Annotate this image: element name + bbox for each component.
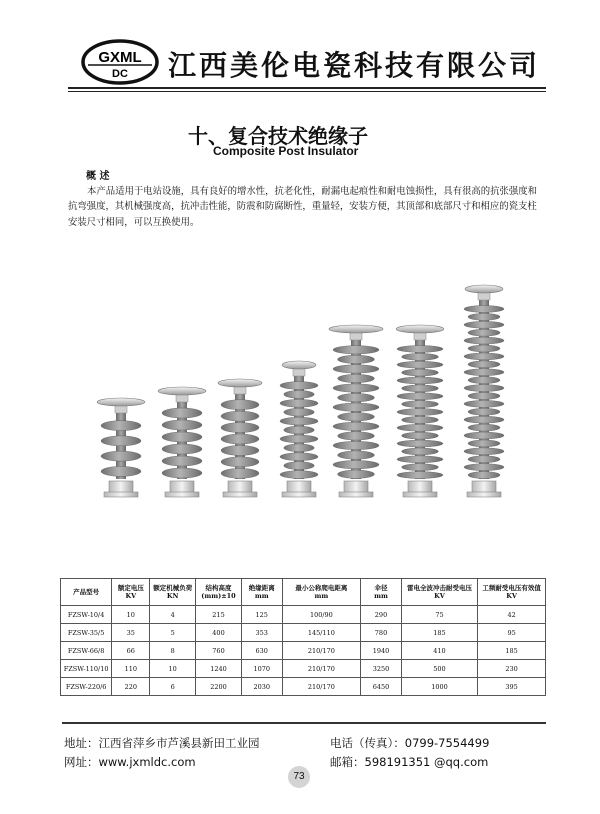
insulator-shed	[221, 468, 259, 478]
insulator-shed	[397, 424, 443, 431]
header-text: KV	[125, 592, 137, 600]
insulator-shed	[464, 416, 504, 423]
insulator-cap	[158, 387, 206, 395]
insulator-shed	[338, 413, 375, 421]
insulator-shed	[101, 451, 141, 461]
insulator-cap	[396, 325, 444, 333]
insulator-shed	[338, 451, 375, 459]
insulator-shed	[162, 432, 202, 442]
insulator-shed	[162, 444, 202, 454]
insulator-shed	[397, 456, 443, 463]
model-cell: FZSW-35/5	[61, 624, 112, 642]
insulator-shed	[284, 426, 314, 434]
insulator-shed	[468, 313, 500, 320]
table-cell: 110	[112, 660, 150, 678]
section-title-en: Composite Post Insulator	[213, 144, 359, 158]
table-row	[61, 660, 546, 678]
header-text: 产品型号	[73, 588, 100, 596]
insulator-base	[228, 481, 252, 493]
table-cell: 75	[401, 606, 477, 624]
insulator-shed	[468, 393, 500, 400]
table-cell: 66	[112, 642, 150, 660]
table-cell: 42	[478, 606, 546, 624]
page-number: 73	[288, 766, 310, 788]
table-cell: 5	[150, 624, 196, 642]
table-cell: 4	[150, 606, 196, 624]
logo-top-text: GXML	[98, 49, 142, 66]
insulator-shed	[280, 417, 318, 425]
insulator-shed	[333, 365, 379, 373]
insulator-base-flange	[467, 492, 501, 497]
table-cell: 500	[401, 660, 477, 678]
table-cell: 100/90	[282, 606, 361, 624]
insulator-cap	[97, 398, 145, 406]
insulator-shed	[280, 382, 318, 390]
header-text: 雷电全波冲击耐受电压	[407, 584, 472, 592]
table-cell: 630	[241, 642, 282, 660]
header-text: KV	[434, 592, 445, 600]
insulator-shed	[468, 456, 500, 463]
footer-phone: 电话（传真）：0799-7554499	[330, 736, 490, 750]
insulator-shed	[284, 462, 314, 470]
header-divider-thin	[68, 91, 546, 92]
header-divider	[68, 87, 546, 89]
table-cell: 2200	[196, 678, 242, 696]
insulator-base	[109, 481, 133, 493]
insulator-shed	[280, 435, 318, 443]
header-text: mm	[254, 592, 269, 600]
insulator-shed	[464, 369, 504, 376]
table-header-cell	[112, 579, 150, 606]
insulator-cap	[282, 361, 316, 369]
table-header-cell	[361, 579, 402, 606]
insulator-shed	[402, 416, 439, 423]
footer-email[interactable]: 邮箱：598191351 @qq.com	[330, 755, 489, 769]
insulator-shed	[468, 361, 500, 368]
insulator-cap	[329, 325, 383, 333]
insulator-shed	[397, 440, 443, 447]
insulator-shed	[162, 456, 202, 466]
header-text: KN	[166, 592, 179, 600]
insulator-base-flange	[403, 492, 437, 497]
insulator-shed	[397, 409, 443, 416]
insulator-shed	[162, 420, 202, 430]
insulator-shed	[468, 440, 500, 447]
table-cell: 35	[112, 624, 150, 642]
table-cell: 6	[150, 678, 196, 696]
table-cell: 410	[401, 642, 477, 660]
insulator-shed	[468, 329, 500, 336]
table-cell: 395	[478, 678, 546, 696]
header-text: 额定机械负荷	[153, 584, 193, 592]
insulator-shed	[284, 390, 314, 398]
header-text: KV	[506, 592, 517, 600]
footer-address: 地址：江西省萍乡市芦溪县新田工业园	[64, 736, 260, 750]
table-cell: 185	[478, 642, 546, 660]
table-header-cell	[282, 579, 361, 606]
insulator-cap	[218, 379, 262, 387]
insulator-shed	[284, 408, 314, 416]
header-text: mm	[374, 592, 388, 600]
table-header-cell	[241, 579, 282, 606]
insulator-product-image	[86, 275, 516, 505]
table-cell: 10	[150, 660, 196, 678]
insulator-shed	[464, 400, 504, 407]
table-cell: 1940	[361, 642, 402, 660]
insulator-shed	[468, 408, 500, 415]
insulator-shed	[221, 411, 259, 421]
insulator-shed	[333, 460, 379, 468]
insulator-shed	[333, 403, 379, 411]
header-text: mm	[314, 592, 329, 600]
header-text: 额定电压	[117, 584, 144, 592]
insulator-shed	[221, 445, 259, 455]
table-cell: 210/170	[282, 660, 361, 678]
insulator-shed	[464, 464, 504, 471]
table-cell: 1070	[241, 660, 282, 678]
insulator-base	[344, 481, 368, 493]
insulator-shed	[338, 432, 375, 440]
table-cell: 185	[401, 624, 477, 642]
company-logo	[80, 38, 160, 88]
insulator-base	[472, 481, 496, 493]
table-row	[61, 624, 546, 642]
insulator-shed	[333, 384, 379, 392]
table-cell: 210/170	[282, 678, 361, 696]
insulator-shed	[338, 470, 375, 478]
model-cell: FZSW-66/8	[61, 642, 112, 660]
footer-website[interactable]: 网址：www.jxmldc.com	[64, 755, 196, 769]
insulator-shed	[464, 306, 504, 313]
insulator-shed	[402, 432, 439, 439]
insulator-shed	[280, 453, 318, 461]
table-cell: 3250	[361, 660, 402, 678]
table-cell: 215	[196, 606, 242, 624]
insulator-shed	[280, 399, 318, 407]
insulator-shed	[402, 369, 439, 376]
insulator-shed	[402, 464, 439, 471]
table-cell: 125	[241, 606, 282, 624]
table-row	[61, 606, 546, 624]
insulator-base	[170, 481, 194, 493]
header-text: (mm)±10	[201, 592, 236, 600]
model-cell: FZSW-10/4	[61, 606, 112, 624]
section-title-zh: 十、复合技术绝缘子	[188, 124, 368, 148]
model-cell: FZSW-220/6	[61, 678, 112, 696]
insulator-shed	[101, 466, 141, 476]
overview-paragraph: 本产品适用于电站设施，具有良好的增水性，抗老化性，耐漏电起痕性和耐电蚀损性，具有很高的抗张强度和抗弯强度，其机械强度高，抗冲击性能，防震和防腐断性，重量轻，安装方便，其顶部和底部尺寸和相应的瓷支柱安装尺寸相同，可以互换使用。	[68, 186, 538, 228]
insulator-shed	[402, 448, 439, 455]
table-cell: 6450	[361, 678, 402, 696]
insulator-shed	[402, 401, 439, 408]
table-row	[61, 678, 546, 696]
overview-heading: 概 述	[86, 171, 110, 182]
header-text: 最小公称爬电距离	[295, 584, 348, 592]
table-header-row	[61, 579, 546, 606]
insulator-shed	[221, 434, 259, 444]
header-text: 工频耐受电压有效值	[482, 584, 541, 592]
table-cell: 2030	[241, 678, 282, 696]
insulator-shed	[338, 374, 375, 382]
insulator-shed	[101, 421, 141, 431]
table-cell: 230	[478, 660, 546, 678]
insulator-shed	[338, 393, 375, 401]
insulator-shed	[101, 436, 141, 446]
spec-table	[60, 578, 546, 696]
insulator-base-flange	[104, 492, 138, 497]
insulator-shed	[333, 422, 379, 430]
table-cell: 95	[478, 624, 546, 642]
header-text: 结构高度	[205, 584, 232, 592]
insulator-base-flange	[339, 492, 373, 497]
insulator-shed	[464, 353, 504, 360]
insulator-shed	[284, 444, 314, 452]
table-cell: 220	[112, 678, 150, 696]
table-header-cell	[150, 579, 196, 606]
insulator-cap	[465, 285, 503, 293]
insulator-shed	[402, 353, 439, 360]
footer-divider	[62, 722, 546, 724]
insulator-shed	[464, 321, 504, 328]
insulator-shed	[162, 408, 202, 418]
table-header-cell	[478, 579, 546, 606]
table-cell: 353	[241, 624, 282, 642]
table-cell: 760	[196, 642, 242, 660]
logo-bottom-text: DC	[112, 68, 128, 80]
table-header-cell	[196, 579, 242, 606]
table-cell: 1240	[196, 660, 242, 678]
insulator-shed	[397, 361, 443, 368]
insulator-shed	[221, 423, 259, 433]
insulator-base-flange	[165, 492, 199, 497]
insulator-shed	[338, 355, 375, 363]
table-cell: 400	[196, 624, 242, 642]
table-row	[61, 642, 546, 660]
table-cell: 780	[361, 624, 402, 642]
table-header-cell	[61, 579, 112, 606]
table-cell: 8	[150, 642, 196, 660]
insulator-base	[408, 481, 432, 493]
insulator-shed	[333, 346, 379, 354]
insulator-shed	[397, 393, 443, 400]
header-text: 伞径	[374, 584, 388, 592]
header-text: 绝缘距离	[248, 584, 275, 592]
table-cell: 290	[361, 606, 402, 624]
insulator-shed	[464, 432, 504, 439]
company-name: 江西美伦电瓷科技有限公司	[168, 49, 541, 82]
insulator-shed	[468, 424, 500, 431]
insulator-shed	[397, 377, 443, 384]
insulator-shed	[468, 472, 500, 479]
insulator-shed	[221, 400, 259, 410]
insulator-shed	[464, 448, 504, 455]
table-cell: 1000	[401, 678, 477, 696]
insulator-shed	[162, 468, 202, 478]
insulator-shed	[468, 345, 500, 352]
insulator-shed	[464, 337, 504, 344]
table-cell: 10	[112, 606, 150, 624]
insulator-shed	[464, 385, 504, 392]
table-header-cell	[401, 579, 477, 606]
insulator-base-flange	[223, 492, 257, 497]
insulator-shed	[333, 441, 379, 449]
insulator-base	[287, 481, 311, 493]
insulator-shed	[397, 346, 443, 353]
insulator-shed	[397, 472, 443, 479]
insulator-shed	[468, 377, 500, 384]
insulator-shed	[280, 471, 318, 479]
model-cell: FZSW-110/10	[61, 660, 112, 678]
insulator-base-flange	[282, 492, 316, 497]
table-cell: 210/170	[282, 642, 361, 660]
insulator-shed	[402, 385, 439, 392]
table-cell: 145/110	[282, 624, 361, 642]
insulator-shed	[221, 457, 259, 467]
